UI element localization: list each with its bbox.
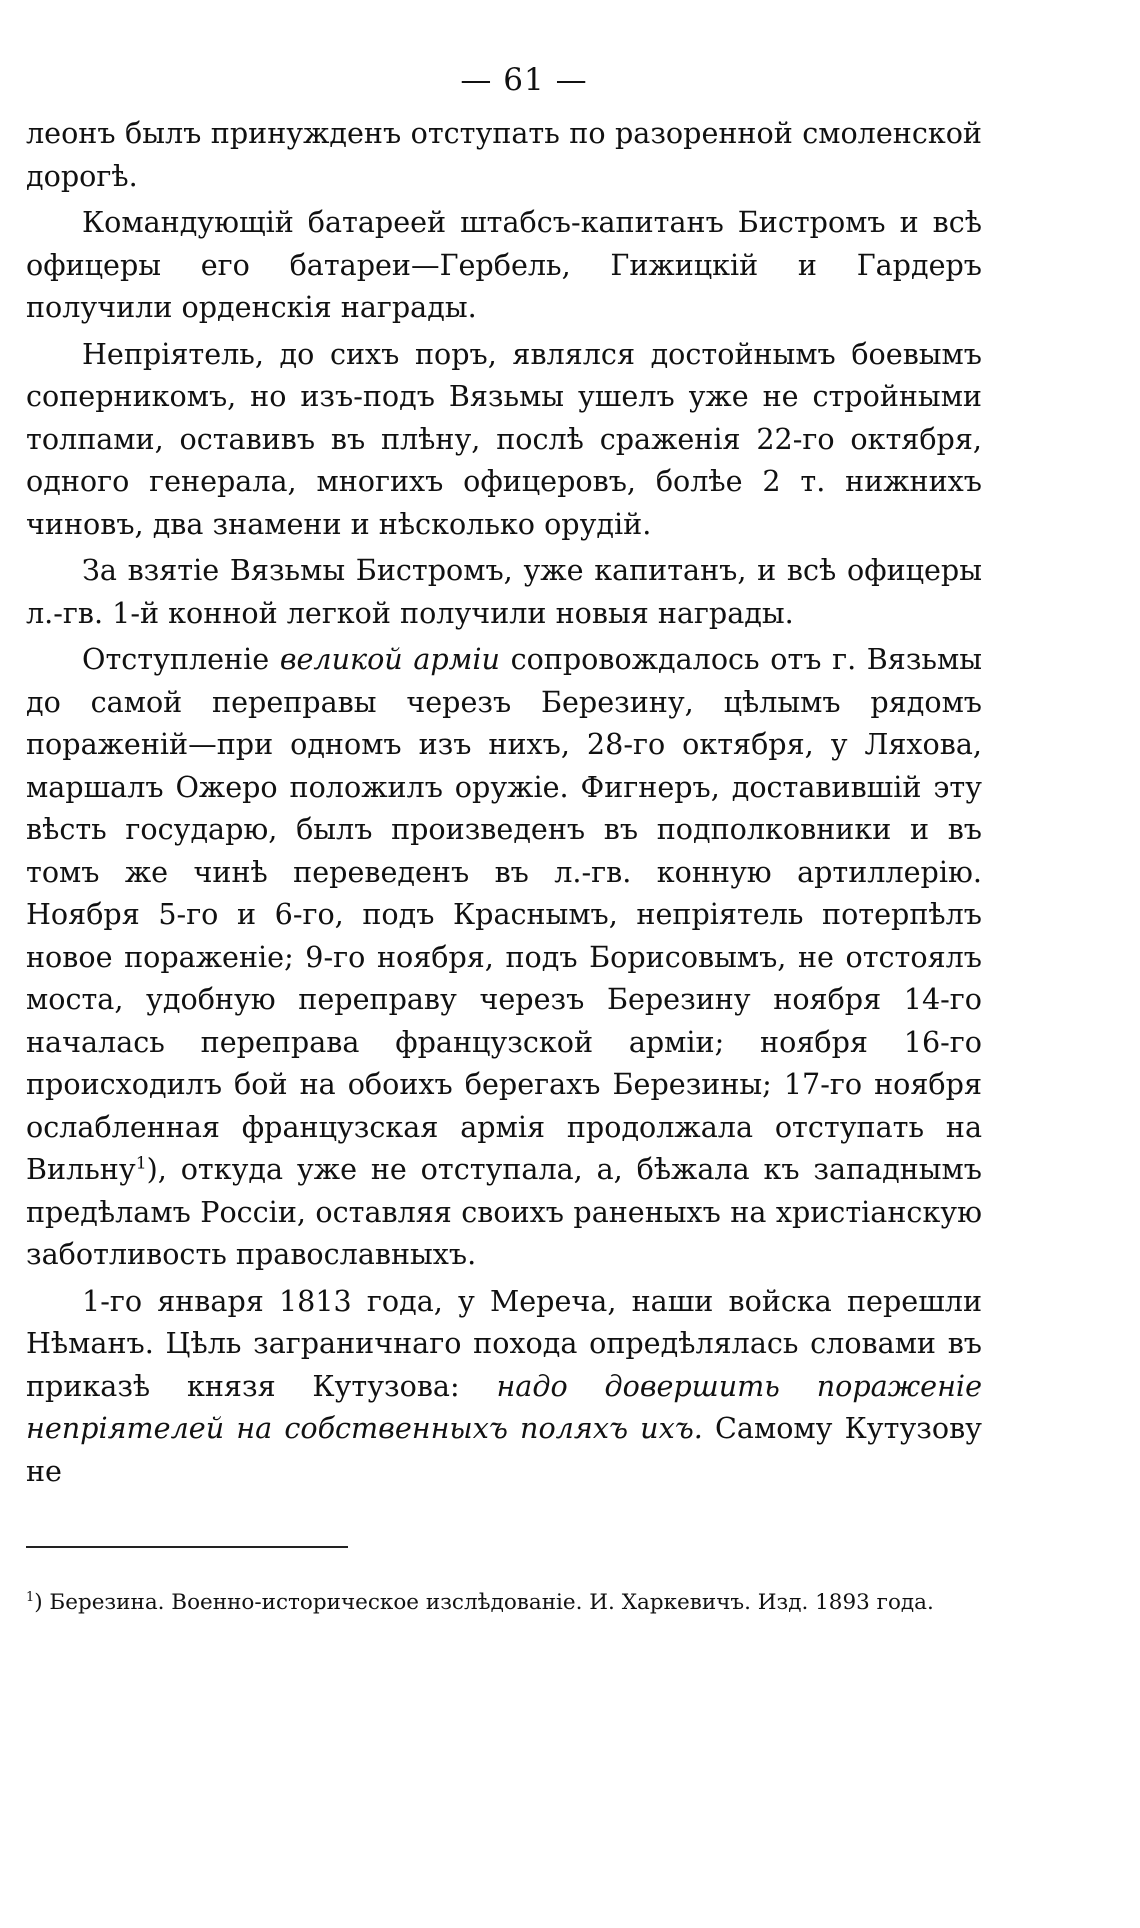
paragraph-5 [26,638,982,1276]
footnote-reference[interactable]: 1 [135,1153,147,1174]
paragraph-2: Командующій батареей штабсъ-капитанъ Бистромъ и всѣ офицеры его батареи—Гербель, Гижицкій и Гардеръ получили орденскія награды. [26,205,982,324]
page-number: — 61 — [460,62,588,98]
paragraph-5-text-start: Отступленіе [82,642,280,676]
paragraph-5-text-end: ), откуда уже не отступала, а, бѣжала къ западнымъ предѣламъ Россіи, оставляя своихъ раненыхъ на христіанскую заботливость православныхъ. [26,1152,982,1271]
paragraph-4: За взятіе Вязьмы Бистромъ, уже капитанъ, и всѣ офицеры л.-гв. 1-й конной легкой получили новыя награды. [26,553,982,630]
paragraph-5-italic: великой арміи [279,642,500,676]
paragraph-6-italic-quote: надо довершить пораженіе непріятелей на собственныхъ поляхъ ихъ. [26,1368,982,1445]
footnote-marker: 1 [26,1589,35,1605]
footnote-divider [26,1546,348,1548]
paragraph-6 [26,1280,982,1493]
book-page [26,62,982,1642]
footnote [26,1586,982,1620]
paragraph-6-text-start: 1-го января 1813 года, у Мереча, наши войска перешли Нѣманъ. Цѣль заграничнаго похода опредѣлялась словами въ приказѣ князя Кутузова: [26,1283,982,1403]
paragraph-6-text-end: Самому Кутузову не [26,1411,982,1488]
paragraph-5-text-middle: сопровождалось отъ г. Вязьмы до самой переправы черезъ Березину, цѣлымъ рядомъ пораженій—при одномъ изъ нихъ, 28-го октября, у Ляхова, маршалъ Ожеро положилъ оружіе. Фигнеръ, доставившій эту вѣсть государю, былъ произведенъ въ подполковники и въ томъ же чинѣ переведенъ въ л.-гв. конную артиллерію. Ноября 5-го и 6-го, подъ Краснымъ, непріятель потерпѣлъ новое пораженіе; 9-го ноября, подъ Борисовымъ, не отстоялъ моста, удобную переправу черезъ Березину ноября 14-го началась переправа французской арміи; ноября 16-го происходилъ бой на обоихъ берегахъ Березины; 17-го ноября ослабленная французская армія продолжала отступать на Вильну [26,642,982,1186]
footnote-text: ) Березина. Военно-историческое изслѣдованіе. И. Харкевичъ. Изд. 1893 года. [34,1590,934,1615]
paragraph-3: Непріятель, до сихъ поръ, являлся достойнымъ боевымъ соперникомъ, но изъ-подъ Вязьмы ушелъ уже не стройными толпами, оставивъ въ плѣну, послѣ сраженія 22-го октября, одного генерала, многихъ офицеровъ, болѣе 2 т. нижнихъ чиновъ, два знамени и нѣсколько орудій. [26,336,982,541]
paragraph-1: леонъ былъ принужденъ отступать по разоренной смоленской дорогѣ. [26,116,982,193]
